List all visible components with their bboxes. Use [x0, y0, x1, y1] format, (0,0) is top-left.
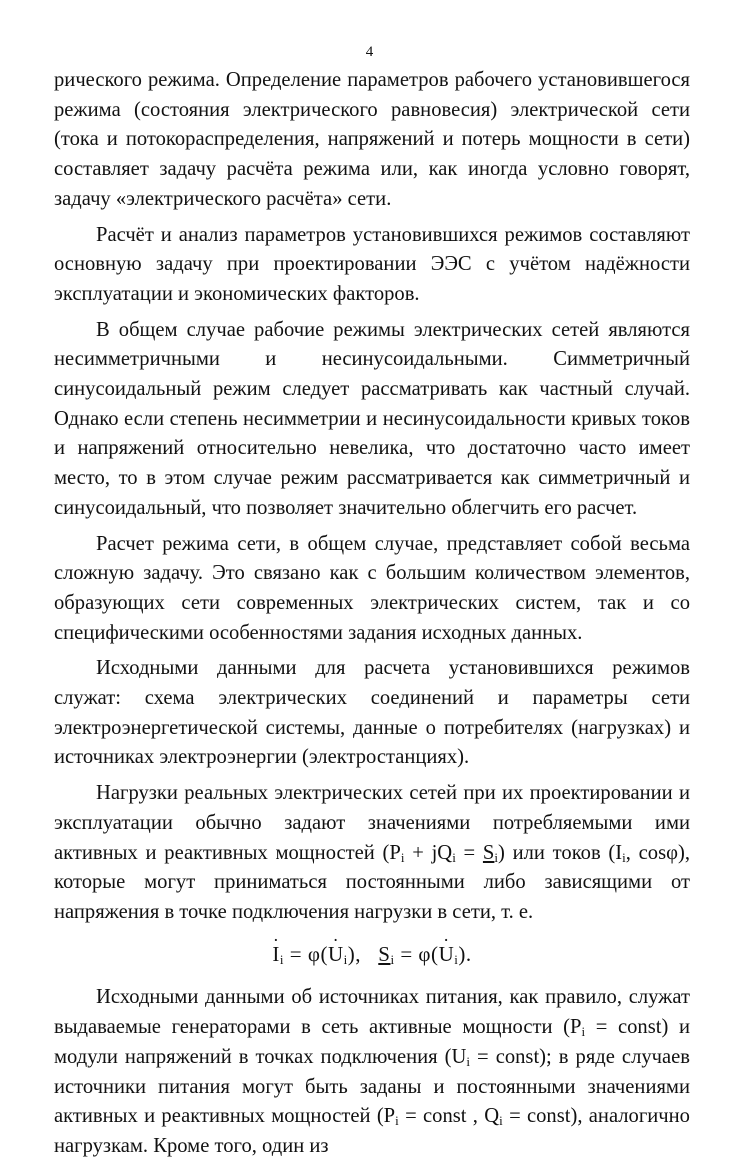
complex-power-symbol: S — [482, 841, 495, 864]
index-sub: i — [622, 849, 626, 865]
formula-phi: = φ( — [394, 941, 439, 966]
index-sub: i — [400, 849, 405, 865]
index-sub: i — [279, 951, 285, 967]
index-sub: i — [454, 951, 459, 967]
sources-text-3: = const); в ряде случаев источники питания могут быть заданы и постоянными значениями активных и реактивных мощностей (P — [54, 1045, 691, 1128]
loads-text-1: Нагрузки реальных электрических сетей при их проектировании и эксплуатации обычно задают значениями потребляемыми ими активных и реактивных мощностей (P — [54, 782, 690, 864]
sources-text-1: Исходными данными об источниках питания, как правило, служат выдаваемые генераторами в сеть активные мощности (P — [54, 986, 690, 1039]
page-number: 4 — [365, 44, 374, 60]
paragraph-loads — [54, 779, 690, 928]
paragraph-continued: рического режима. Определение параметров рабочего установившегося режима (состояния электрического равновесия) электрической сети (тока и потокораспределения, напряжений и потерь мощности в сети) составляет задачу расчёта режима или, как иногда условно говорят, задачу «электрического расчёта» сети. — [54, 69, 690, 210]
voltage-symbol: · U — [439, 940, 455, 970]
index-sub: i — [494, 849, 499, 865]
index-sub: i — [395, 1113, 399, 1129]
loads-text-3: = — [455, 841, 483, 864]
sources-text-5: = const), аналогично нагрузкам. Кроме того, один из — [54, 1105, 690, 1157]
loads-text-5: , cosφ), которые могут приниматься постоянными либо зависящими от напряжения в точке подключения нагрузки в сети, т. е. — [54, 841, 690, 923]
paragraph-sources — [54, 983, 690, 1161]
formula-phi: = φ( — [284, 941, 328, 966]
sources-text-2: = const) и модули напряжений в точках подключения (U — [54, 1016, 690, 1068]
index-sub: i — [499, 1113, 503, 1129]
formula-end: ). — [458, 941, 472, 966]
index-sub: i — [581, 1024, 586, 1040]
paragraph-input-data: Исходными данными для расчета установившихся режимов служат: схема электрических соединений и параметры сети электроэнергетической системы, данные о потребителях (нагрузках) и источниках электроэнергии (электростанциях). — [54, 657, 690, 769]
index-sub: i — [390, 951, 395, 967]
formula-load-dependence — [54, 940, 690, 970]
document-body — [54, 66, 690, 1162]
power-symbol: S — [378, 941, 391, 966]
index-sub: i — [466, 1053, 471, 1069]
paragraph-analysis: Расчёт и анализ параметров установившихся режимов составляют основную задачу при проектировании ЭЭС с учётом надёжности эксплуатации и экономических факторов. — [54, 223, 690, 305]
formula-separator: ), — [347, 941, 379, 966]
voltage-symbol: · U — [328, 940, 344, 970]
current-symbol: · I — [272, 940, 280, 970]
paragraph-complexity: Расчет режима сети, в общем случае, представляет собой весьма сложную задачу. Это связано как с большим количеством элементов, образующих сети современных электрических систем, так и со специфическими особенностями задания исходных данных. — [54, 532, 690, 644]
loads-text-2: + jQ — [404, 841, 453, 864]
paragraph-modes: В общем случае рабочие режимы электрических сетей являются несимметричными и несинусоидальными. Симметричный синусоидальный режим следует рассматривать как частный случай. Однако если степень несимметрии и несинусоидальности кривых токов и напряжений относительно невелика, что достаточно часто имеет место, то в этом случае режим рассматривается как симметричный и синусоидальный, что позволяет значительно облегчить его расчет. — [54, 318, 690, 519]
index-sub: i — [343, 951, 348, 967]
index-sub: i — [452, 849, 456, 865]
loads-text-4: ) или токов (I — [498, 841, 623, 864]
sources-text-4: = const , Q — [398, 1105, 500, 1128]
